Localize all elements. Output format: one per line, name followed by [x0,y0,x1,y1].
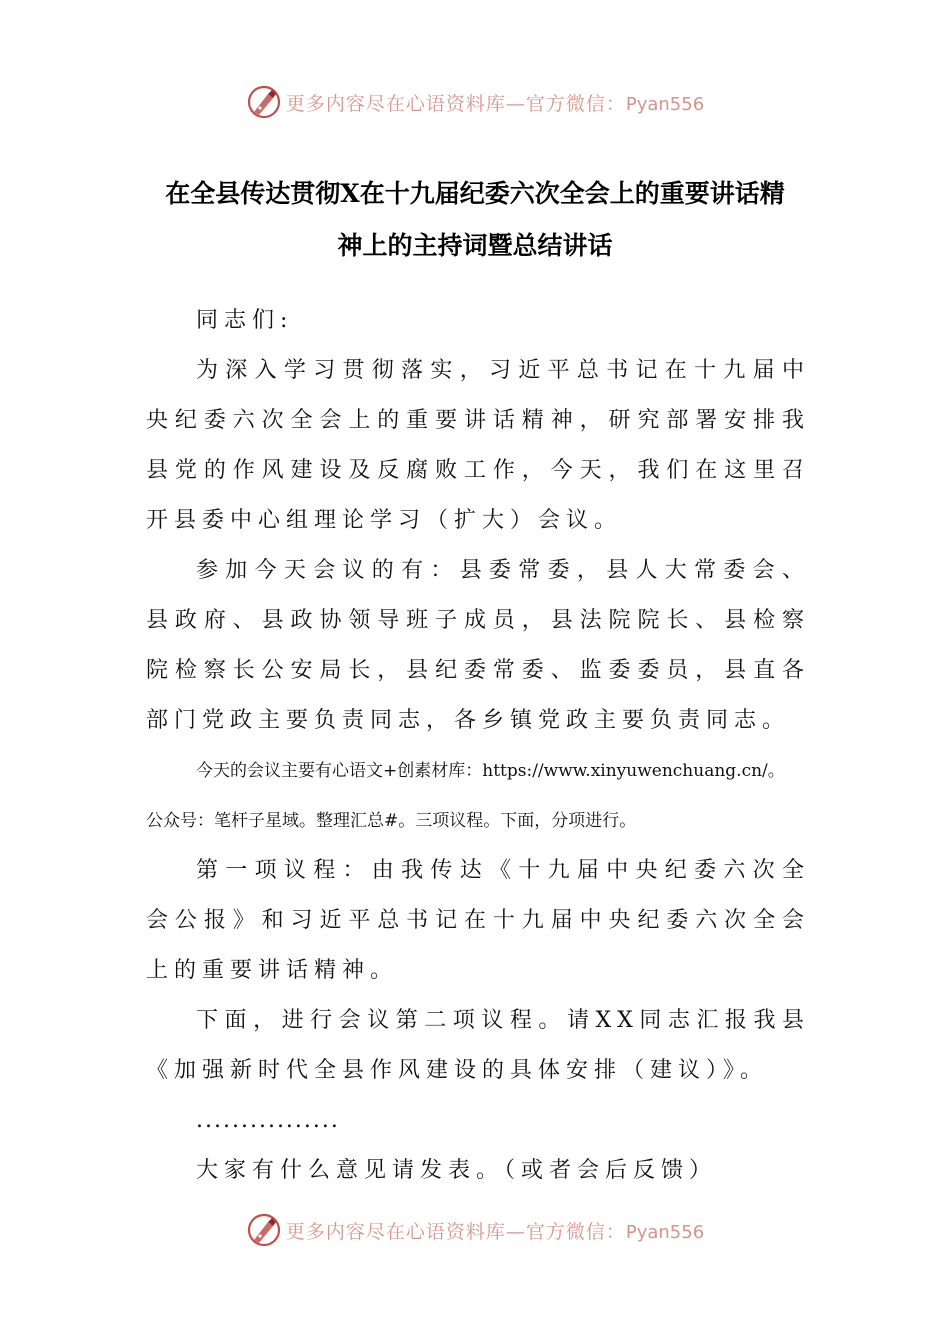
pen-nib-logo-icon [246,1212,282,1248]
ad-line-1: 今天的会议主要有心语文+创素材库：https://www.xinyuwenchuang.cn/。 [196,761,785,781]
paragraph-attendees: 参加今天会议的有：县委常委，县人大常委会、县政府、县政协领导班子成员，县法院院长、县检察院检察长公安局长，县纪委常委、监委委员，县直各部门党政主要负责同志，各乡镇党政主要负责同志。 [146,558,810,733]
ellipsis-dots: ................ [196,1108,340,1133]
greeting: 同志们: [196,308,294,333]
pen-nib-logo-icon [246,84,282,120]
document-title [140,168,810,272]
paragraph-closing: 大家有什么意见请发表。（或者会后反馈） [196,1158,718,1183]
ad-url: https://www.xinyuwenchuang.cn/ [482,761,768,781]
watermark-text: 更多内容尽在心语资料库—官方微信：Pyan556 [285,1220,705,1243]
document-body [146,296,810,1196]
footer-watermark [0,1210,950,1250]
paragraph-agenda-2: 下面，进行会议第二项议程。请XX同志汇报我县《加强新时代全县作风建设的具体安排（建议）》。 [146,1008,810,1083]
watermark-text: 更多内容尽在心语资料库—官方微信：Pyan556 [285,92,705,115]
header-watermark [0,82,950,122]
paragraph-purpose: 为深入学习贯彻落实，习近平总书记在十九届中央纪委六次全会上的重要讲话精神，研究部署安排我县党的作风建设及反腐败工作，今天，我们在这里召开县委中心组理论学习（扩大）会议。 [146,358,810,533]
title-line-2: 神上的主持词暨总结讲话 [337,231,613,260]
paragraph-agenda-1: 第一项议程：由我传达《十九届中央纪委六次全会公报》和习近平总书记在十九届中央纪委六次全会上的重要讲话精神。 [146,858,810,983]
ad-line-2: 公众号：笔杆子星域。整理汇总#。三项议程。下面，分项进行。 [146,811,637,831]
title-line-1: 在全县传达贯彻X在十九届纪委六次全会上的重要讲话精 [165,179,785,208]
